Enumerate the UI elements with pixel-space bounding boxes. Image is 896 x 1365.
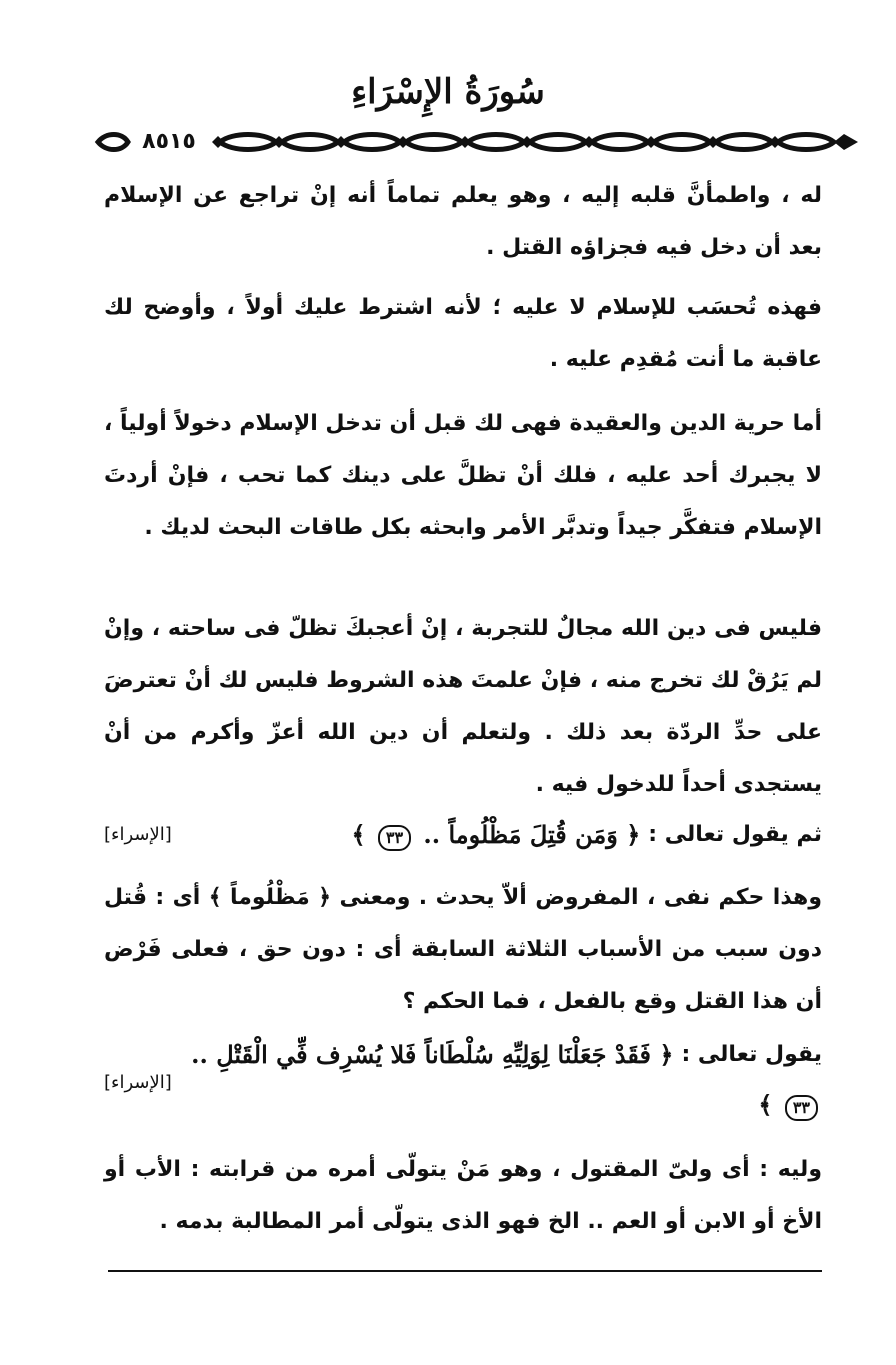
quran-verse-text: ﴿ فَقَدْ جَعَلْنَا لِوَلِيِّهِ سُلْطَاناً فَلا يُسْرِف فِّي الْقَتْلِ .. [191,1040,674,1069]
verse-citation-2 [104,1030,822,1080]
ayah-number: ٣٣ [378,825,411,851]
paragraph-1: له ، واطمأنَّ قلبه إليه ، وهو يعلم تماماً أنه إنْ تراجع عن الإسلام بعد أن دخل فيه فجزاؤه القتل . [104,183,822,260]
header-ornament-border [92,126,862,158]
paragraph-2: فهذه تُحسَب للإسلام لا عليه ؛ لأنه اشترط عليك أولاً ، وأوضح لك عاقبة ما أنت مُقدِم عليه . [104,295,822,372]
paragraph-5: وهذا حكم نفى ، المفروض ألاّ يحدث . ومعنى ﴿ مَظْلُوماً ﴾ أى : قُتل دون سبب من الأسباب الثلاثة السابقة أى : دون حق ، فعلى فَرْض أن هذا القتل وقع بالفعل ، فما الحكم ؟ [104,885,822,1014]
verse-intro: ثم يقول تعالى : [648,822,822,847]
footer-rule [108,1270,822,1272]
paragraph-6: وليه : أى ولىّ المقتول ، وهو مَنْ يتولّى أمره من قرابته : الأب أو الأخ أو الابن أو العم .. الخ فهو الذى يتولّى أمر المطالبة بدمه . [104,1157,822,1234]
page-number: ٨٥١٥ [142,129,196,154]
verse-close-bracket: ﴾ [758,1090,773,1119]
verse-intro: يقول تعالى : [681,1042,822,1067]
surah-reference: [الإسراء] [104,1072,172,1093]
verse-citation-1 [104,810,822,860]
surah-reference: [الإسراء] [104,824,172,845]
paragraph-3: أما حرية الدين والعقيدة فهى لك قبل أن تدخل الإسلام دخولاً أولياً ، لا يجبرك أحد عليه ، فلك أنْ تظلَّ على دينك كما تحب ، فإنْ أردتَ الإسلام فتفكَّر جيداً وتدبَّر الأمر وابحثه بكل طاقات البحث لديك . [104,411,822,540]
quran-verse [758,1080,822,1130]
quran-verse-text: ﴿ وَمَن قُتِلَ مَظْلُوماً .. [423,820,641,849]
surah-title: سُورَةُ الإِسْرَاءِ [351,72,545,112]
ayah-number: ٣٣ [785,1095,818,1121]
verse-citation-2-continued [104,1072,822,1130]
quran-verse [351,810,640,860]
ornament-chain-graphic [92,126,862,158]
paragraph-4: فليس فى دين الله مجالٌ للتجربة ، إنْ أعجبكَ تظلّ فى ساحته ، وإنْ لم يَرُقْ لك تخرج منه ، فإنْ علمتَ هذه الشروط فليس لك أنْ تعترضَ على حدِّ الردّة بعد ذلك . ولتعلم أن دين الله أعزّ وأكرم من أنْ يستجدى أحداً للدخول فيه . [104,616,822,797]
verse-close-bracket: ﴾ [351,820,366,849]
